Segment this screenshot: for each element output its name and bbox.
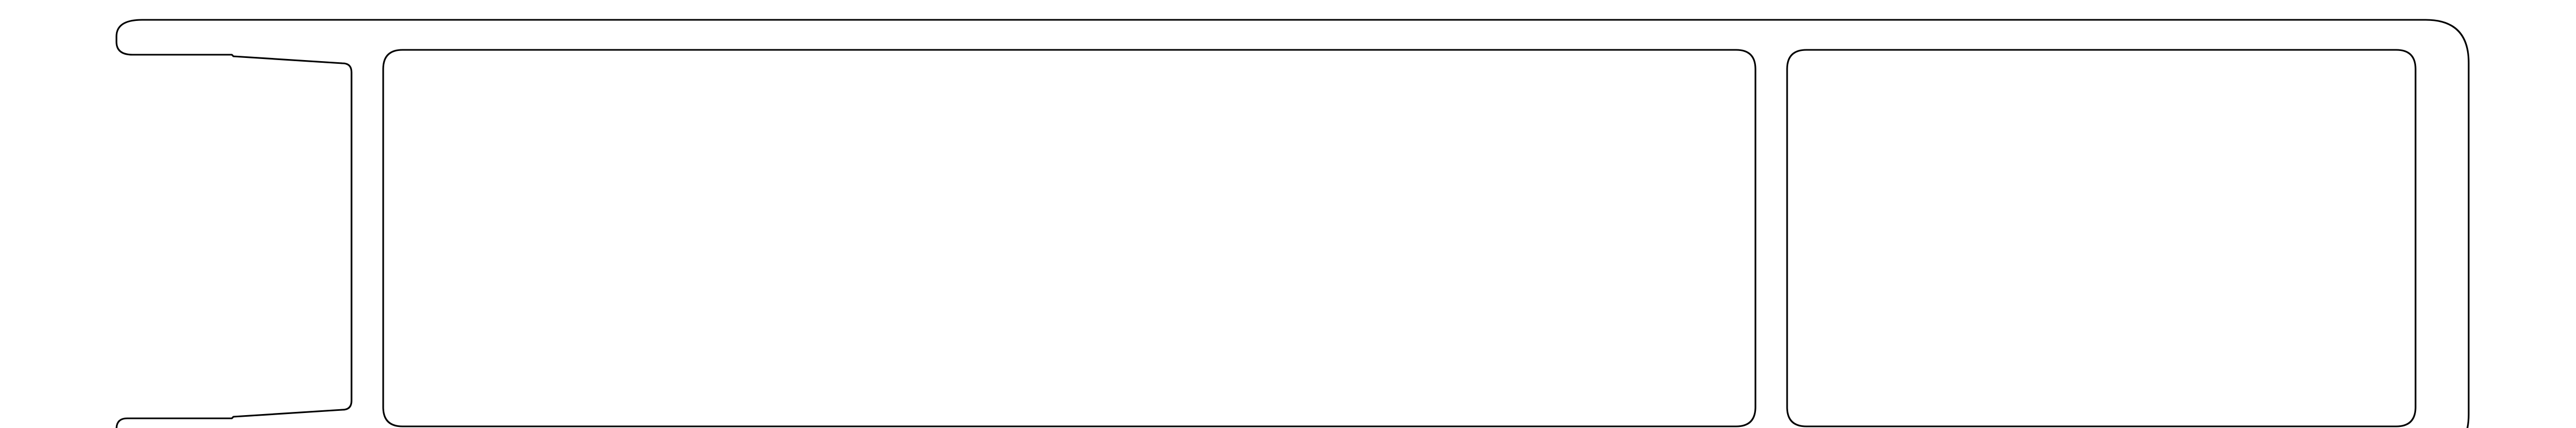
- outer-frame-outline: [116, 20, 2469, 428]
- large-panel-opening: [383, 50, 1755, 426]
- small-panel-opening: [1787, 50, 2416, 426]
